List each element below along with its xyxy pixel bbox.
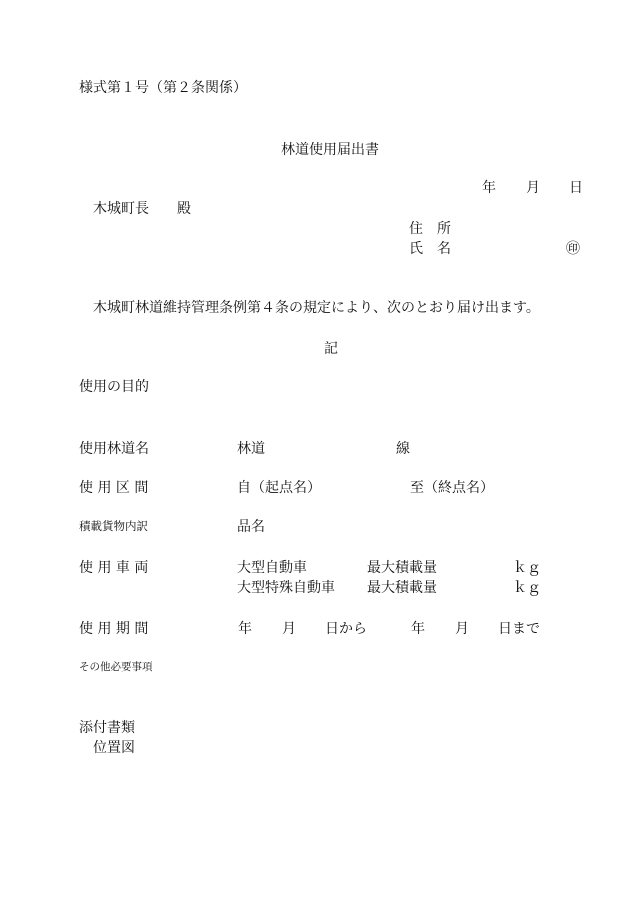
vehicle-unit-special: ｋｇ [513,580,541,596]
period-label: 使 用 期 間 [79,621,149,637]
period-start-year: 年 [238,621,252,637]
addressee: 木城町長 殿 [93,201,191,217]
section-from: 自（起点名） [237,480,321,496]
vehicle-unit-large: ｋｇ [513,560,541,576]
date-year: 年 [482,180,496,196]
applicant-address-label: 住 所 [409,221,451,237]
date-day: 日 [569,180,583,196]
vehicle-label: 使 用 車 両 [79,560,149,576]
period-end-month: 月 [455,621,469,637]
road-prefix: 林道 [237,441,265,457]
period-end-day: 日まで [498,621,540,637]
attachments-label: 添付書類 [79,720,135,736]
date-month: 月 [526,180,540,196]
period-start-day: 日から [325,621,367,637]
vehicle-type-special: 大型特殊自動車 [237,580,335,596]
applicant-name-label: 氏 名 [409,241,451,257]
attachment-item: 位置図 [93,740,135,756]
section-label: 使 用 区 間 [79,480,149,496]
road-suffix: 線 [396,441,410,457]
document-title: 林道使用届出書 [281,142,379,158]
road-label: 使用林道名 [79,441,149,457]
vehicle-load-label-special: 最大積載量 [367,580,437,596]
period-end-year: 年 [411,621,425,637]
form-number: 様式第１号（第２条関係） [79,80,247,96]
vehicle-load-label-large: 最大積載量 [367,560,437,576]
cargo-item: 品名 [237,519,265,535]
cargo-label: 積載貨物内訳 [79,519,148,533]
seal-mark: ㊞ [566,241,580,257]
period-start-month: 月 [282,621,296,637]
vehicle-type-large: 大型自動車 [237,560,307,576]
other-label: その他必要事項 [79,661,153,673]
statement-text: 木城町林道維持管理条例第４条の規定により、次のとおり届け出ます。 [93,300,540,316]
section-to: 至（終点名） [410,480,494,496]
purpose-label: 使用の目的 [79,379,149,395]
ki-heading: 記 [324,341,338,357]
